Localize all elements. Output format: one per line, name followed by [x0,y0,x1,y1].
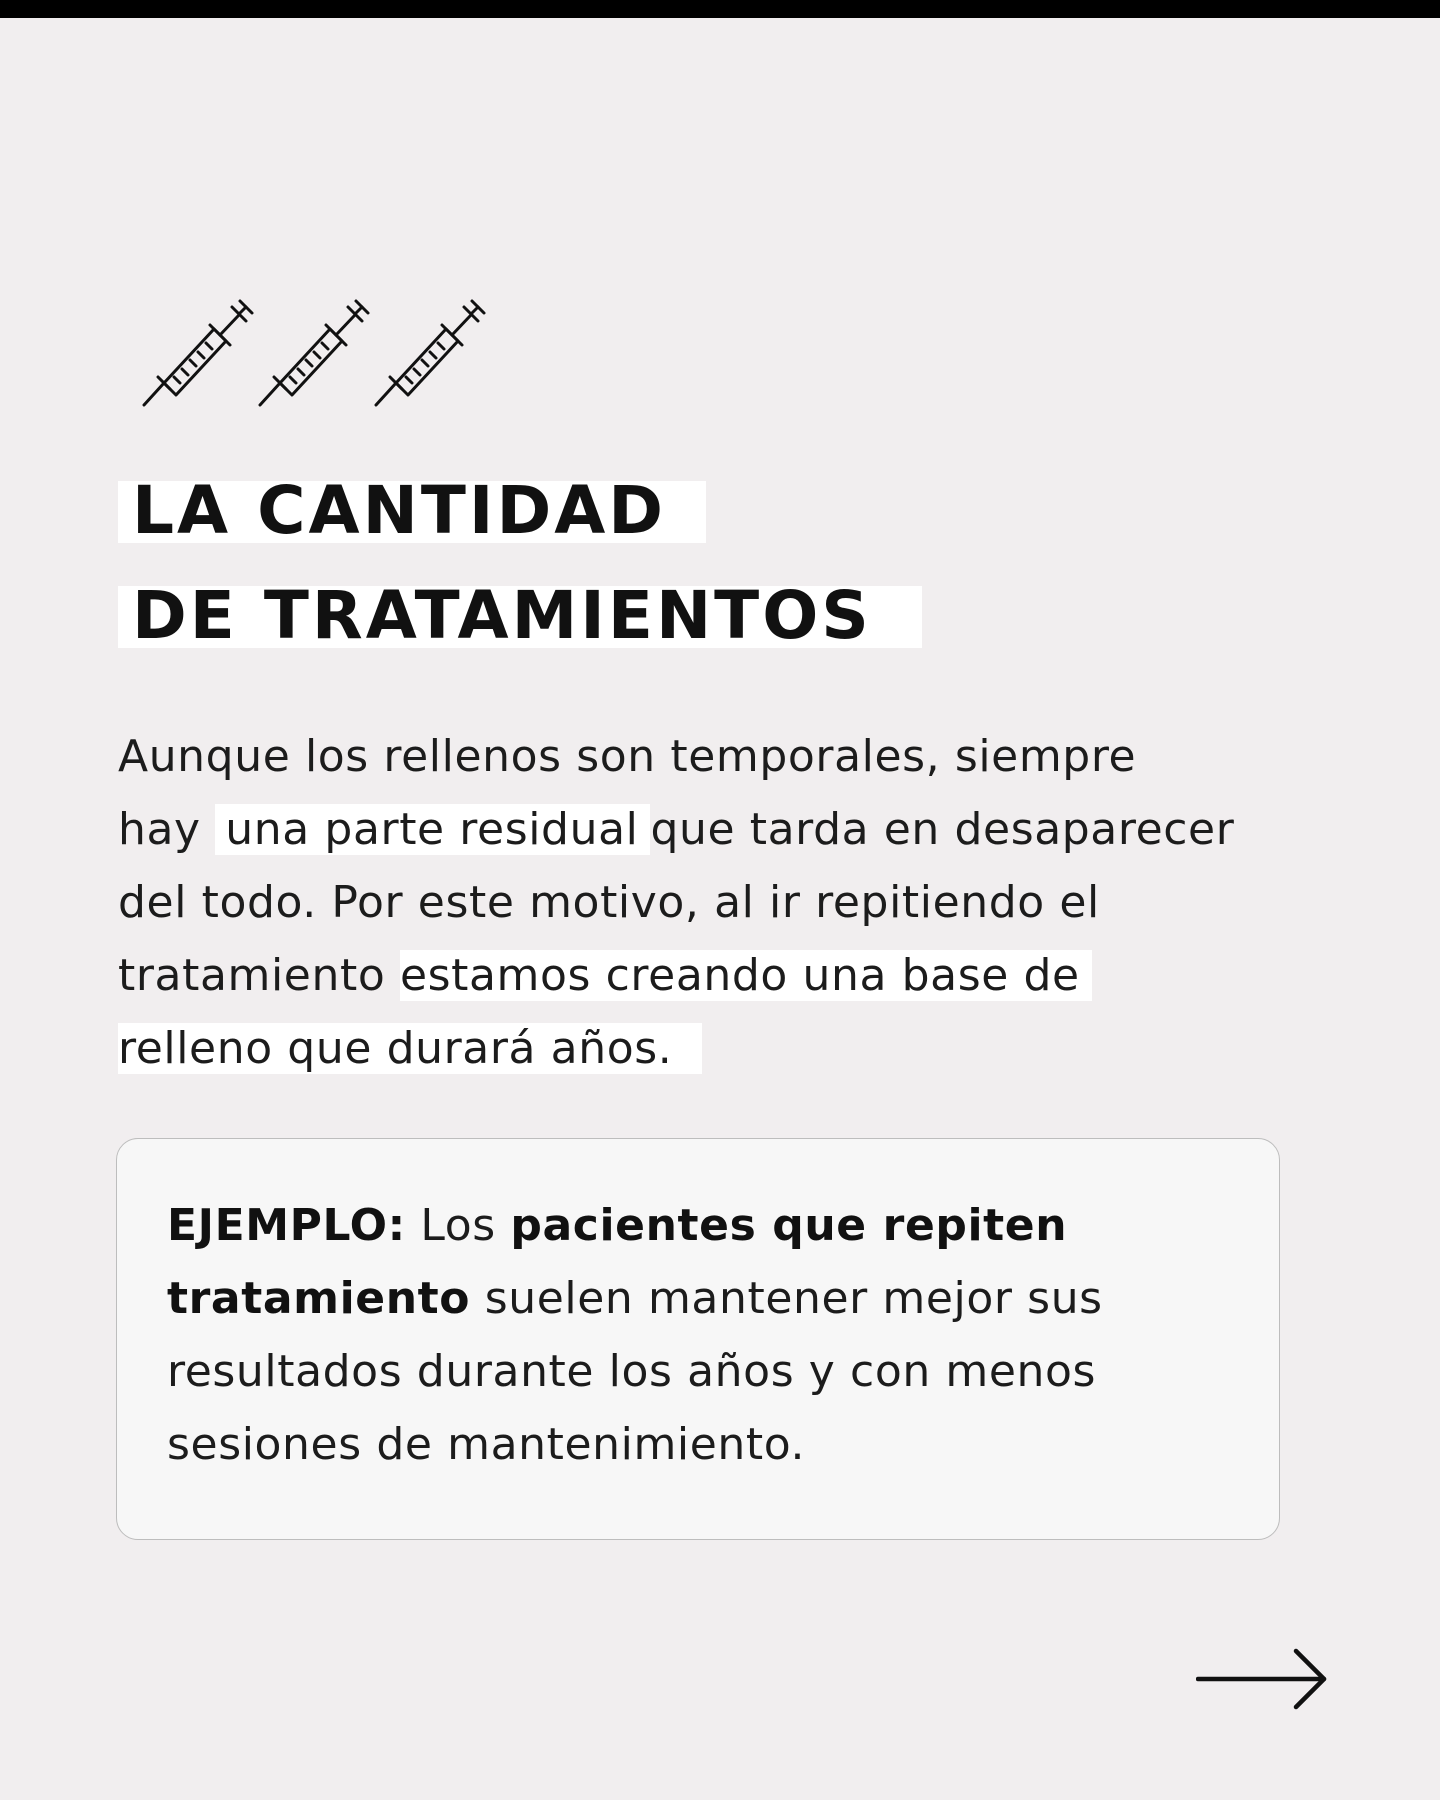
body-text: Aunque los rellenos son temporales, siempre [118,731,1137,782]
example-text [167,1189,1257,1481]
example-text-part: suelen mantener mejor sus [484,1273,1103,1324]
text-highlight: estamos creando una base de [400,950,1092,1001]
title-highlight: DE TRATAMIENTOS [118,586,922,648]
body-line [118,1012,1348,1085]
body-text: del todo. Por este motivo, al ir repitiendo el [118,877,1100,928]
text-highlight: relleno que durará años. [118,1023,702,1074]
title-line-1 [118,458,922,563]
body-line [118,939,1348,1012]
body-line [118,793,1348,866]
arrow-right-icon[interactable] [1196,1646,1330,1712]
example-line [167,1262,1257,1335]
syringe-icon [140,285,256,411]
example-text-part: Los [420,1200,496,1251]
example-text-part: sesiones de mantenimiento. [167,1419,806,1470]
example-text-part: resultados durante los años y con menos [167,1346,1097,1397]
example-line [167,1335,1257,1408]
example-card [116,1138,1280,1540]
title-line-2 [118,563,922,668]
body-paragraph [118,720,1348,1085]
body-line [118,720,1348,793]
example-line [167,1408,1257,1481]
body-text: tratamiento [118,950,386,1001]
top-bar [0,0,1440,18]
body-text: que tarda en desaparecer [650,804,1235,855]
page-title [118,458,922,668]
title-highlight: LA CANTIDAD [118,481,706,543]
syringe-icons [140,285,500,415]
example-line [167,1189,1257,1262]
body-text: hay [118,804,201,855]
text-highlight: una parte residual [215,804,650,855]
syringe-icon [256,285,372,411]
example-label: EJEMPLO: [167,1200,406,1251]
example-bold: pacientes que repiten [510,1200,1068,1251]
example-bold: tratamiento [167,1273,471,1324]
body-line [118,866,1348,939]
syringe-icon [372,285,488,411]
